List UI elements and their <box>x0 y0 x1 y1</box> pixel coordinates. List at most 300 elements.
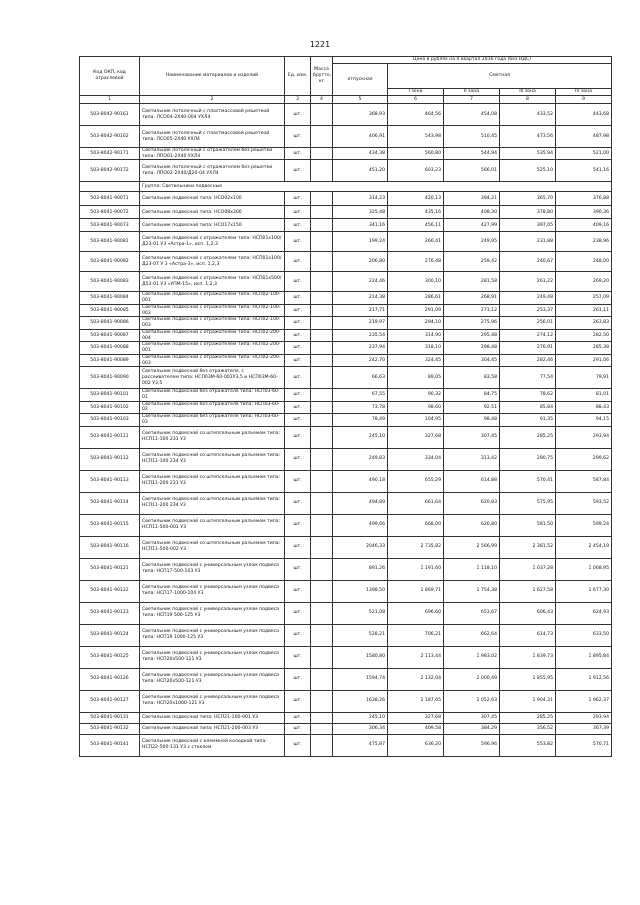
cell-price: 66,63 <box>333 367 388 389</box>
cell-price: 2 381,52 <box>500 536 556 558</box>
cell-code: 503-8041-90131 <box>80 712 140 723</box>
cell-name: Светильник подвесной с универсальным узлом подвеса типа: НСП19 1000-125 У3 <box>140 624 285 646</box>
cell-price: 581,50 <box>500 514 556 536</box>
cell-name: Светильник подвесной со штепсельным разъемом типа: НСП11-200 234 У3 <box>140 492 285 514</box>
cell-price: 248,00 <box>556 252 612 272</box>
cell-price: 2 000,49 <box>444 668 500 690</box>
table-row <box>80 252 612 272</box>
table-row <box>80 448 612 470</box>
cell-mass <box>311 580 333 602</box>
table-row <box>80 342 612 354</box>
cell-unit: шт. <box>285 206 311 219</box>
cell-mass <box>311 342 333 354</box>
cell-unit: шт. <box>285 558 311 580</box>
cell-code: 503-8041-90081 <box>80 232 140 252</box>
cell-price: 603,23 <box>388 160 444 182</box>
cell-price: 376,88 <box>556 192 612 206</box>
cell-price: 91,35 <box>500 414 556 426</box>
column-number: 7 <box>444 96 500 104</box>
cell-name: Светильник подвесной с отражателем типа: НСП01х100/Д23-01 У3 «Астра-1», исп. 1,2,3 <box>140 232 285 252</box>
cell-price: 259,42 <box>444 252 500 272</box>
table-row <box>80 272 612 292</box>
cell-code: 503-8041-90125 <box>80 646 140 668</box>
cell-code: 503-8041-90141 <box>80 734 140 756</box>
header-zone-2: II зона <box>444 89 500 96</box>
cell-code: 503-8041-90127 <box>80 690 140 712</box>
cell-price: 593,52 <box>556 492 612 514</box>
cell-code: 503-8041-90085 <box>80 304 140 316</box>
cell-name: Светильник подвесной без отражателя, с рассеивателем типа: НСП03М-60-001У3,5 и НСП03М-60-002 У3,5 <box>140 367 285 389</box>
cell-code: 503-8041-90132 <box>80 723 140 734</box>
cell-price: 217,71 <box>333 304 388 316</box>
table-row <box>80 668 612 690</box>
cell-price: 575,95 <box>500 492 556 514</box>
cell-name: Светильник подвесной со штепсельным разъемом типа: НСП11-500-002 У3 <box>140 536 285 558</box>
cell-price: 2 566,99 <box>444 536 500 558</box>
cell-price: 285,25 <box>500 712 556 723</box>
cell-price: 655,29 <box>388 470 444 492</box>
cell-price: 291,06 <box>556 354 612 366</box>
cell-mass <box>311 492 333 514</box>
column-number: 4 <box>311 96 333 104</box>
column-number: 8 <box>500 96 556 104</box>
cell-price: 614,88 <box>444 470 500 492</box>
cell-price: 266,41 <box>388 232 444 252</box>
cell-price: 78,62 <box>500 389 556 401</box>
cell-price: 285,25 <box>500 426 556 448</box>
table-row <box>80 734 612 756</box>
cell-name: Светильник подвесной с отражателем типа: НСП02-200-001 <box>140 342 285 354</box>
cell-price: 327,68 <box>388 426 444 448</box>
cell-price: 98,60 <box>388 401 444 413</box>
cell-name: Светильник подвесной типа: НСП21-100-001 У3 <box>140 712 285 723</box>
group-title: Группа: Светильники подвесные <box>140 182 612 192</box>
cell-price: 313,42 <box>444 448 500 470</box>
cell-price: 2 187,65 <box>388 690 444 712</box>
cell-price: 237,94 <box>333 342 388 354</box>
header-name: Наименование материалов и изделий <box>140 57 285 96</box>
cell-price: 1 904,31 <box>500 690 556 712</box>
cell-name: Светильник подвесной с отражателем типа: НСП01х100/Д23-07 У 3 «Астра-3», исп. 1,2,3 <box>140 252 285 272</box>
cell-code: 503-8041-90116 <box>80 536 140 558</box>
cell-mass <box>311 712 333 723</box>
group-row <box>80 182 612 192</box>
cell-name: Светильник подвесной с отражателем типа: НСП02-100-001 <box>140 292 285 304</box>
cell-price: 295,48 <box>444 329 500 341</box>
cell-name: Светильник подвесной с универсальным узлом подвеса типа: НСП17-500-103 У3 <box>140 558 285 580</box>
cell-price: 286,61 <box>388 292 444 304</box>
cell-price: 79,91 <box>556 367 612 389</box>
cell-name: Светильник подвесной со штепсельным разъемом типа: НСП11-100 234 У3 <box>140 448 285 470</box>
cell-code: 503-8041-90114 <box>80 492 140 514</box>
cell-name: Светильник подвесной типа: НСП21-200-003 У3 <box>140 723 285 734</box>
cell-price: 541,16 <box>556 160 612 182</box>
cell-price: 2046,33 <box>333 536 388 558</box>
cell-price: 282,46 <box>500 354 556 366</box>
cell-price: 2 113,44 <box>388 646 444 668</box>
cell-unit: шт. <box>285 219 311 232</box>
cell-mass <box>311 426 333 448</box>
cell-price: 454,08 <box>444 104 500 126</box>
cell-price: 1 869,71 <box>388 580 444 602</box>
cell-price: 408,30 <box>444 206 500 219</box>
table-row <box>80 367 612 389</box>
cell-price: 282,50 <box>556 329 612 341</box>
cell-price: 409,16 <box>556 219 612 232</box>
cell-price: 696,60 <box>388 602 444 624</box>
cell-price: 224,46 <box>333 272 388 292</box>
header-estimate: Сметная <box>388 63 612 89</box>
table-row <box>80 148 612 160</box>
cell-price: 1580,80 <box>333 646 388 668</box>
cell-price: 1 983,02 <box>444 646 500 668</box>
cell-price: 570,41 <box>500 470 556 492</box>
cell-price: 199,24 <box>333 232 388 252</box>
cell-price: 89,05 <box>388 367 444 389</box>
cell-price: 285,38 <box>556 342 612 354</box>
cell-price: 307,45 <box>444 426 500 448</box>
cell-price: 90,32 <box>388 389 444 401</box>
cell-price: 294,10 <box>388 317 444 329</box>
cell-price: 406,91 <box>333 126 388 148</box>
cell-price: 390,36 <box>556 206 612 219</box>
cell-unit: шт. <box>285 389 311 401</box>
cell-price: 435,16 <box>388 206 444 219</box>
cell-mass <box>311 304 333 316</box>
cell-price: 443,68 <box>556 104 612 126</box>
cell-price: 304,45 <box>444 354 500 366</box>
cell-name: Светильник подвесной типа: НСО08х300 <box>140 206 285 219</box>
cell-code: 503-8041-90089 <box>80 354 140 366</box>
cell-unit: шт. <box>285 252 311 272</box>
cell-price: 240,67 <box>500 252 556 272</box>
cell-name: Светильник подвесной типа: НСО17х150 <box>140 219 285 232</box>
cell-price: 525,10 <box>500 160 556 182</box>
table-row <box>80 426 612 448</box>
cell-name: Светильник потолочный с пластмассовой решеткой типа: ЛСО04-2Х40-004 УХЛ4 <box>140 104 285 126</box>
cell-name: Светильник подвесной со штепсельным разъемом типа: НСП11-200 231 У3 <box>140 470 285 492</box>
cell-price: 1 855,95 <box>500 668 556 690</box>
cell-mass <box>311 646 333 668</box>
cell-price: 257,09 <box>556 292 612 304</box>
cell-unit: шт. <box>285 723 311 734</box>
cell-mass <box>311 206 333 219</box>
cell-price: 2 735,82 <box>388 536 444 558</box>
cell-price: 891,26 <box>333 558 388 580</box>
table-row <box>80 192 612 206</box>
cell-name: Светильник подвесной с универсальным узлом подвеса типа: НСП20х500-121 У3 <box>140 668 285 690</box>
cell-price: 219,97 <box>333 317 388 329</box>
cell-unit: шт. <box>285 734 311 756</box>
cell-price: 249,83 <box>333 448 388 470</box>
cell-code: 503-8041-90102 <box>80 401 140 413</box>
cell-price: 494,89 <box>333 492 388 514</box>
cell-price: 544,94 <box>444 148 500 160</box>
cell-mass <box>311 219 333 232</box>
cell-price: 487,98 <box>556 126 612 148</box>
cell-price: 249,48 <box>500 292 556 304</box>
cell-price: 636,20 <box>388 734 444 756</box>
cell-mass <box>311 389 333 401</box>
cell-price: 84,75 <box>444 389 500 401</box>
cell-unit: шт. <box>285 646 311 668</box>
cell-price: 490,18 <box>333 470 388 492</box>
cell-mass <box>311 514 333 536</box>
cell-price: 276,48 <box>388 252 444 272</box>
cell-price: 599,24 <box>556 514 612 536</box>
cell-unit: шт. <box>285 367 311 389</box>
cell-price: 499,66 <box>333 514 388 536</box>
cell-price: 327,68 <box>388 712 444 723</box>
cell-price: 661,64 <box>388 492 444 514</box>
cell-code: 503-8041-90090 <box>80 367 140 389</box>
cell-price: 334,04 <box>388 448 444 470</box>
cell-price: 706,21 <box>388 624 444 646</box>
cell-unit: шт. <box>285 414 311 426</box>
cell-price: 620,83 <box>444 492 500 514</box>
cell-price: 314,23 <box>333 192 388 206</box>
cell-name: Светильник подвесной с клеммной колодкой типа: НСП22-500-131 У3 с стеклом <box>140 734 285 756</box>
cell-price: 456,11 <box>388 219 444 232</box>
cell-price: 2 132,04 <box>388 668 444 690</box>
cell-price: 314,90 <box>388 329 444 341</box>
table-row <box>80 354 612 366</box>
cell-price: 451,20 <box>333 160 388 182</box>
cell-code: 503-8041-90121 <box>80 558 140 580</box>
cell-price: 341,16 <box>333 219 388 232</box>
cell-mass <box>311 160 333 182</box>
cell-price: 235,54 <box>333 329 388 341</box>
cell-price: 104,95 <box>388 414 444 426</box>
cell-price: 306,34 <box>333 723 388 734</box>
cell-unit: шт. <box>285 354 311 366</box>
cell-name: Светильник подвесной со штепсельным разъемом типа: НСП11-100 231 У3 <box>140 426 285 448</box>
cell-price: 633,50 <box>556 624 612 646</box>
table-row <box>80 602 612 624</box>
cell-unit: шт. <box>285 192 311 206</box>
page-number: 1221 <box>309 40 331 49</box>
cell-unit: шт. <box>285 126 311 148</box>
cell-code: 503-8041-90115 <box>80 514 140 536</box>
cell-price: 614,73 <box>500 624 556 646</box>
cell-mass <box>311 401 333 413</box>
column-number: 3 <box>285 96 311 104</box>
cell-price: 1398,50 <box>333 580 388 602</box>
cell-price: 543,98 <box>388 126 444 148</box>
cell-price: 275,96 <box>444 317 500 329</box>
cell-price: 214,38 <box>333 292 388 304</box>
cell-mass <box>311 624 333 646</box>
header-zone-1: I зона <box>388 89 444 96</box>
cell-price: 464,56 <box>388 104 444 126</box>
cell-price: 253,37 <box>500 304 556 316</box>
cell-code: 503-8041-90112 <box>80 448 140 470</box>
cell-code: 503-8041-90087 <box>80 329 140 341</box>
cell-price: 245,10 <box>333 426 388 448</box>
cell-unit: шт. <box>285 426 311 448</box>
table-row <box>80 536 612 558</box>
cell-unit: шт. <box>285 292 311 304</box>
table-row <box>80 624 612 646</box>
column-number: 9 <box>556 96 612 104</box>
cell-name: Светильник подвесной с отражателем типа: НСП02-200-004 <box>140 329 285 341</box>
cell-price: 384,29 <box>444 723 500 734</box>
cell-price: 263,83 <box>556 317 612 329</box>
cell-price: 378,80 <box>500 206 556 219</box>
cell-price: 420,13 <box>388 192 444 206</box>
cell-price: 1 895,84 <box>556 646 612 668</box>
table-row <box>80 292 612 304</box>
cell-code: 503-8041-90126 <box>80 668 140 690</box>
cell-price: 2 454,19 <box>556 536 612 558</box>
cell-unit: шт. <box>285 492 311 514</box>
cell-price: 293,94 <box>556 712 612 723</box>
cell-price: 653,67 <box>444 602 500 624</box>
cell-name: Светильник подвесной с универсальным узлом подвеса типа: НСП17-1000-104 У3 <box>140 580 285 602</box>
cell-price: 560,80 <box>388 148 444 160</box>
cell-code: 503-8041-90072 <box>80 206 140 219</box>
cell-unit: шт. <box>285 304 311 316</box>
cell-code: 503-8041-90086 <box>80 317 140 329</box>
cell-price: 1 754,38 <box>444 580 500 602</box>
cell-name: Светильник подвесной с универсальным узлом подвеса типа: НСП20х1000-121 У3 <box>140 690 285 712</box>
cell-mass <box>311 470 333 492</box>
cell-mass <box>311 329 333 341</box>
cell-price: 1 068,95 <box>556 558 612 580</box>
cell-mass <box>311 367 333 389</box>
cell-code: 503-8041-90088 <box>80 342 140 354</box>
cell-mass <box>311 536 333 558</box>
cell-mass <box>311 414 333 426</box>
cell-mass <box>311 317 333 329</box>
cell-price: 528,21 <box>333 624 388 646</box>
cell-price: 570,71 <box>556 734 612 756</box>
cell-unit: шт. <box>285 668 311 690</box>
cell-price: 276,91 <box>500 342 556 354</box>
cell-price: 475,87 <box>333 734 388 756</box>
table-row <box>80 401 612 413</box>
cell-price: 298,48 <box>444 342 500 354</box>
cell-price: 397,05 <box>500 219 556 232</box>
cell-name: Светильник подвесной без отражателя типа: НСП03-60-01 <box>140 389 285 401</box>
cell-price: 368,93 <box>333 104 388 126</box>
cell-unit: шт. <box>285 514 311 536</box>
cell-code: 503-8041-90111 <box>80 426 140 448</box>
cell-name: Светильник подвесной без отражателя типа: НСП03-60-03 <box>140 414 285 426</box>
cell-price: 238,96 <box>556 232 612 252</box>
cell-price: 98,48 <box>444 414 500 426</box>
cell-code: 503-8042-90172 <box>80 160 140 182</box>
cell-unit: шт. <box>285 148 311 160</box>
cell-mass <box>311 126 333 148</box>
cell-price: 596,96 <box>444 734 500 756</box>
cell-name: Светильник подвесной с универсальным узлом подвеса типа: НСП19 500-125 У3 <box>140 602 285 624</box>
table-row <box>80 580 612 602</box>
cell-price: 67,55 <box>333 389 388 401</box>
table-row <box>80 160 612 182</box>
cell-name: Светильник потолочный с отражателем без решетки типа: ЛПО02-2Х40/Д20-04 УХЛ4 <box>140 160 285 182</box>
table-row <box>80 232 612 252</box>
cell-price: 92,51 <box>444 401 500 413</box>
cell-price: 1638,26 <box>333 690 388 712</box>
cell-price: 1 962,37 <box>556 690 612 712</box>
cell-price: 427,99 <box>444 219 500 232</box>
table-row <box>80 558 612 580</box>
cell-price: 94,15 <box>556 414 612 426</box>
cell-price: 307,45 <box>444 712 500 723</box>
cell-price: 553,82 <box>500 734 556 756</box>
cell-price: 1 627,58 <box>500 580 556 602</box>
cell-code: 503-8041-90084 <box>80 292 140 304</box>
cell-unit: шт. <box>285 317 311 329</box>
cell-name: Светильник подвесной со штепсельным разъемом типа: НСП11-500-001 У3 <box>140 514 285 536</box>
cell-price: 535,94 <box>500 148 556 160</box>
cell-price: 365,70 <box>500 192 556 206</box>
cell-code: 503-8041-90082 <box>80 252 140 272</box>
cell-price: 85,84 <box>500 401 556 413</box>
cell-unit: шт. <box>285 342 311 354</box>
table-row <box>80 470 612 492</box>
cell-name: Светильник подвесной без отражателя типа: НСП03-60-02 <box>140 401 285 413</box>
cell-price: 83,58 <box>444 367 500 389</box>
header-zone-3: III зона <box>500 89 556 96</box>
table-row <box>80 414 612 426</box>
cell-mass <box>311 292 333 304</box>
cell-unit: шт. <box>285 104 311 126</box>
cell-price: 269,20 <box>556 272 612 292</box>
header-mass: Масса брутто, кг <box>311 57 333 96</box>
cell-unit: шт. <box>285 712 311 723</box>
cell-name: Светильник подвесной с отражателем типа: НСП02-100-003 <box>140 317 285 329</box>
cell-price: 1594,74 <box>333 668 388 690</box>
table-row <box>80 690 612 712</box>
cell-price: 356,52 <box>500 723 556 734</box>
cell-price: 261,11 <box>556 304 612 316</box>
header-code: Код ОКП, код отраслевой <box>80 57 140 96</box>
cell-code: 503-8041-90073 <box>80 219 140 232</box>
cell-mass <box>311 723 333 734</box>
cell-unit: шт. <box>285 470 311 492</box>
cell-unit: шт. <box>285 536 311 558</box>
cell-price: 606,43 <box>500 602 556 624</box>
cell-code: 503-8042-90162 <box>80 126 140 148</box>
table-row <box>80 329 612 341</box>
cell-price: 206,80 <box>333 252 388 272</box>
cell-unit: шт. <box>285 580 311 602</box>
cell-price: 77,54 <box>500 367 556 389</box>
cell-price: 1 677,30 <box>556 580 612 602</box>
cell-price: 510,45 <box>444 126 500 148</box>
cell-name: Светильник подвесной с отражателем типа: НСП02-200-003 <box>140 354 285 366</box>
column-number: 5 <box>333 96 388 104</box>
header-zone-4: IV зона <box>556 89 612 96</box>
cell-name: Светильник подвесной с отражателем типа: НСП01х500/Д53-01 У3 «УПМ-15», исп. 1,2,3 <box>140 272 285 292</box>
cell-unit: шт. <box>285 160 311 182</box>
cell-name: Светильник потолочный с пластмассовой решеткой типа: ЛСО05-2Х40 УХЛ4 <box>140 126 285 148</box>
cell-price: 1 191,60 <box>388 558 444 580</box>
cell-unit: шт. <box>285 602 311 624</box>
cell-mass <box>311 668 333 690</box>
cell-price: 318,10 <box>388 342 444 354</box>
column-number: 6 <box>388 96 444 104</box>
cell-price: 81,01 <box>556 389 612 401</box>
table-row <box>80 723 612 734</box>
table-row <box>80 304 612 316</box>
cell-mass <box>311 104 333 126</box>
cell-mass <box>311 252 333 272</box>
cell-price: 293,94 <box>556 426 612 448</box>
cell-mass <box>311 232 333 252</box>
